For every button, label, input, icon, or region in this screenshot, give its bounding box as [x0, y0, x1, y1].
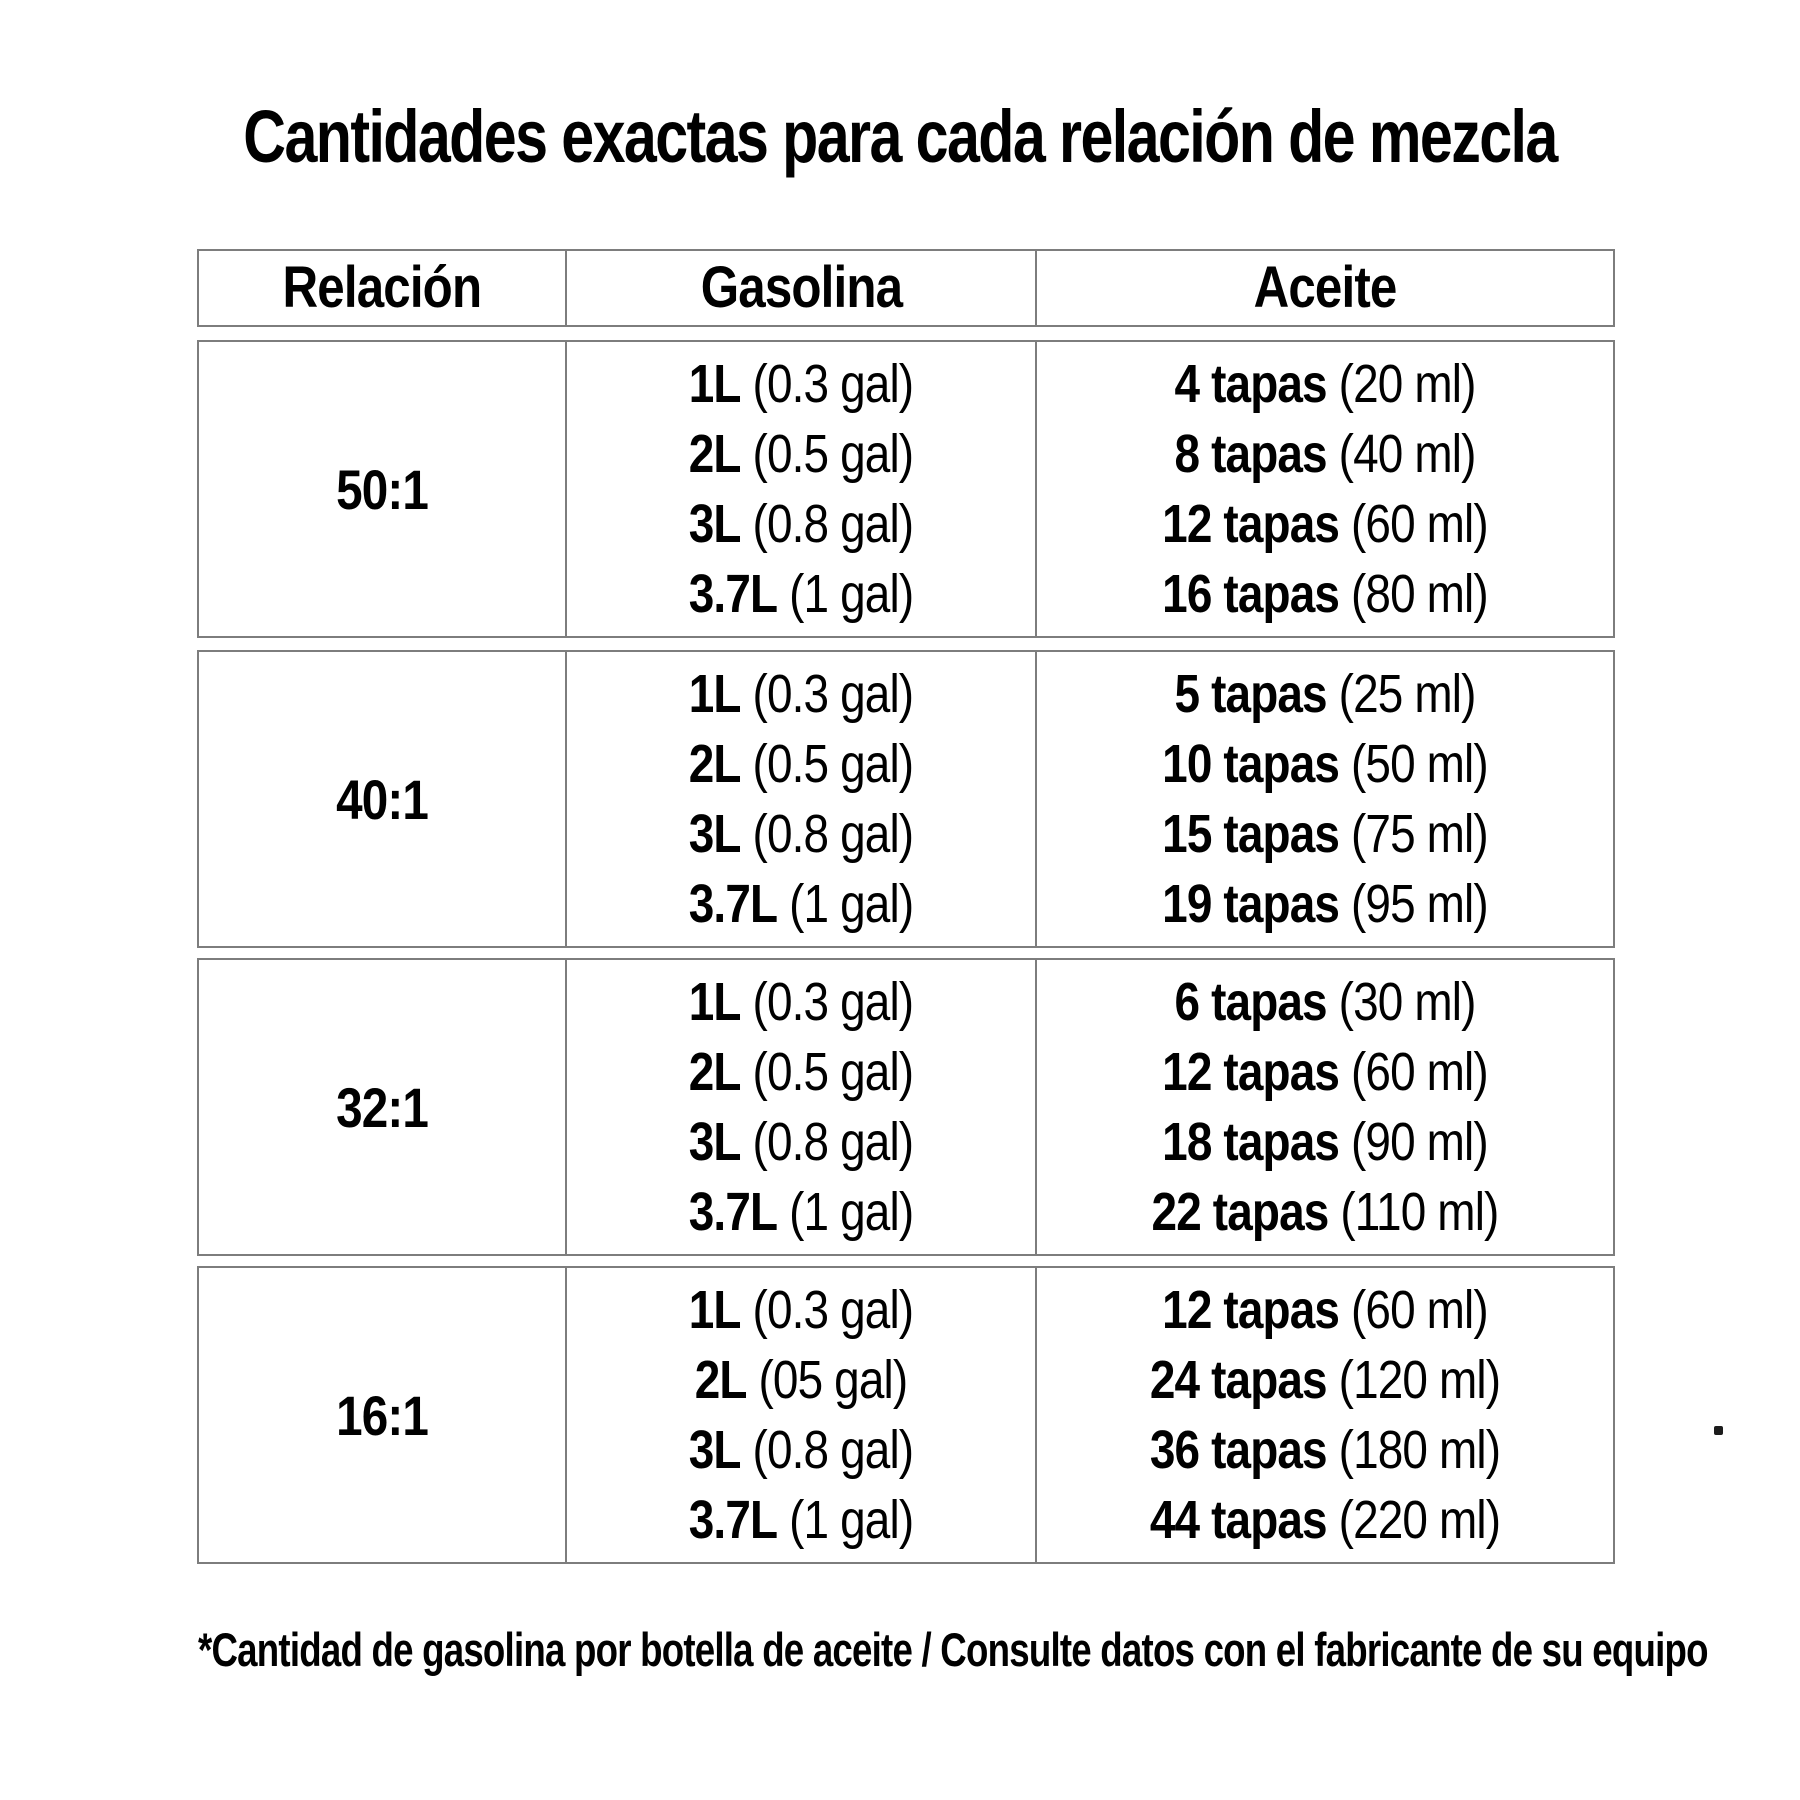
- oil-note: (60 ml): [1350, 494, 1488, 554]
- oil-qty: 12 tapas: [1162, 494, 1340, 554]
- gasoline-note: (1 gal): [789, 1182, 914, 1242]
- oil-cell: [1035, 1268, 1613, 1562]
- header-cell-gasoline: [565, 251, 1035, 325]
- table-row-40-1: [197, 650, 1615, 948]
- oil-note: (30 ml): [1338, 972, 1476, 1032]
- gasoline-line: [602, 349, 1000, 419]
- oil-note: (110 ml): [1340, 1182, 1499, 1242]
- ratio-label: 16:1: [336, 1383, 428, 1447]
- gasoline-note: (05 gal): [758, 1350, 908, 1410]
- ratio-cell: [199, 652, 565, 946]
- footnote: *Cantidad de gasolina por botella de aceite / Consulte datos con el fabricante de su equipo: [198, 1623, 1708, 1676]
- gasoline-qty: 1L: [688, 354, 741, 414]
- gasoline-qty: 3L: [688, 494, 741, 554]
- gasoline-note: (1 gal): [789, 1490, 914, 1550]
- oil-qty: 15 tapas: [1162, 804, 1340, 864]
- oil-qty: 36 tapas: [1149, 1420, 1327, 1480]
- gasoline-line: [602, 419, 1000, 489]
- gasoline-line: [602, 1275, 1000, 1345]
- table-header-row: [197, 249, 1615, 327]
- oil-note: (50 ml): [1350, 734, 1488, 794]
- gasoline-line: [602, 799, 1000, 869]
- oil-line: [1080, 659, 1570, 729]
- oil-qty: 22 tapas: [1151, 1182, 1329, 1242]
- gasoline-line: [602, 1107, 1000, 1177]
- oil-cell: [1035, 652, 1613, 946]
- oil-line: [1080, 869, 1570, 939]
- column-header-oil: Aceite: [1253, 255, 1397, 320]
- oil-qty: 12 tapas: [1162, 1280, 1340, 1340]
- oil-line: [1080, 1485, 1570, 1555]
- gasoline-note: (0.8 gal): [752, 804, 914, 864]
- oil-note: (120 ml): [1338, 1350, 1501, 1410]
- oil-line: [1080, 729, 1570, 799]
- gasoline-qty: 2L: [688, 734, 741, 794]
- oil-line: [1080, 1275, 1570, 1345]
- gasoline-line: [602, 1177, 1000, 1247]
- oil-qty: 24 tapas: [1149, 1350, 1327, 1410]
- oil-line: [1080, 1037, 1570, 1107]
- oil-note: (80 ml): [1350, 564, 1488, 624]
- gasoline-line: [602, 1345, 1000, 1415]
- oil-line: [1080, 1107, 1570, 1177]
- oil-line: [1080, 967, 1570, 1037]
- oil-line: [1080, 1345, 1570, 1415]
- gasoline-line: [602, 1415, 1000, 1485]
- gasoline-qty: 1L: [688, 1280, 741, 1340]
- table-row-50-1: [197, 340, 1615, 638]
- gasoline-qty: 1L: [688, 972, 741, 1032]
- gasoline-note: (0.3 gal): [752, 664, 914, 724]
- table-row-16-1: [197, 1266, 1615, 1564]
- gasoline-line: [602, 559, 1000, 629]
- oil-qty: 8 tapas: [1174, 424, 1327, 484]
- oil-cell: [1035, 960, 1613, 1254]
- gasoline-note: (0.5 gal): [752, 1042, 914, 1102]
- oil-note: (60 ml): [1350, 1280, 1488, 1340]
- oil-qty: 4 tapas: [1174, 354, 1327, 414]
- oil-line: [1080, 419, 1570, 489]
- ratio-label: 40:1: [336, 767, 428, 831]
- oil-note: (40 ml): [1338, 424, 1476, 484]
- gasoline-note: (0.3 gal): [752, 354, 914, 414]
- gasoline-note: (1 gal): [789, 874, 914, 934]
- gasoline-line: [602, 1037, 1000, 1107]
- oil-qty: 6 tapas: [1174, 972, 1327, 1032]
- table-row-32-1: [197, 958, 1615, 1256]
- gasoline-qty: 3L: [688, 804, 741, 864]
- gasoline-cell: [565, 1268, 1035, 1562]
- oil-line: [1080, 349, 1570, 419]
- ratio-label: 50:1: [336, 457, 428, 521]
- oil-line: [1080, 559, 1570, 629]
- gasoline-qty: 3L: [688, 1420, 741, 1480]
- gasoline-line: [602, 967, 1000, 1037]
- gasoline-note: (0.8 gal): [752, 1420, 914, 1480]
- oil-line: [1080, 1177, 1570, 1247]
- gasoline-qty: 2L: [694, 1350, 747, 1410]
- gasoline-note: (0.3 gal): [752, 1280, 914, 1340]
- gasoline-qty: 3.7L: [688, 1182, 778, 1242]
- oil-qty: 44 tapas: [1149, 1490, 1327, 1550]
- oil-note: (25 ml): [1338, 664, 1476, 724]
- gasoline-note: (0.8 gal): [752, 494, 914, 554]
- gasoline-note: (0.5 gal): [752, 424, 914, 484]
- gasoline-note: (1 gal): [789, 564, 914, 624]
- oil-note: (75 ml): [1350, 804, 1488, 864]
- oil-line: [1080, 799, 1570, 869]
- gasoline-cell: [565, 342, 1035, 636]
- gasoline-note: (0.3 gal): [752, 972, 914, 1032]
- gasoline-qty: 3.7L: [688, 564, 778, 624]
- gasoline-qty: 3L: [688, 1112, 741, 1172]
- gasoline-qty: 3.7L: [688, 1490, 778, 1550]
- oil-note: (220 ml): [1338, 1490, 1501, 1550]
- gasoline-line: [602, 659, 1000, 729]
- ratio-cell: [199, 342, 565, 636]
- oil-note: (60 ml): [1350, 1042, 1488, 1102]
- oil-qty: 16 tapas: [1162, 564, 1340, 624]
- oil-note: (20 ml): [1338, 354, 1476, 414]
- gasoline-line: [602, 869, 1000, 939]
- column-header-ratio: Relación: [282, 255, 482, 320]
- oil-line: [1080, 1415, 1570, 1485]
- ratio-cell: [199, 1268, 565, 1562]
- page-title: Cantidades exactas para cada relación de mezcla: [243, 95, 1557, 178]
- oil-qty: 12 tapas: [1162, 1042, 1340, 1102]
- oil-cell: [1035, 342, 1613, 636]
- column-header-gasoline: Gasolina: [700, 255, 902, 320]
- oil-note: (180 ml): [1338, 1420, 1501, 1480]
- gasoline-qty: 2L: [688, 424, 741, 484]
- oil-qty: 19 tapas: [1162, 874, 1340, 934]
- gasoline-line: [602, 1485, 1000, 1555]
- stray-dot-artifact: [1714, 1426, 1723, 1435]
- oil-qty: 10 tapas: [1162, 734, 1340, 794]
- header-cell-ratio: [199, 251, 565, 325]
- ratio-label: 32:1: [336, 1075, 428, 1139]
- gasoline-note: (0.5 gal): [752, 734, 914, 794]
- gasoline-line: [602, 489, 1000, 559]
- gasoline-note: (0.8 gal): [752, 1112, 914, 1172]
- gasoline-qty: 3.7L: [688, 874, 778, 934]
- oil-note: (90 ml): [1350, 1112, 1488, 1172]
- oil-note: (95 ml): [1350, 874, 1488, 934]
- gasoline-line: [602, 729, 1000, 799]
- header-cell-oil: [1035, 251, 1613, 325]
- gasoline-cell: [565, 960, 1035, 1254]
- oil-line: [1080, 489, 1570, 559]
- gasoline-qty: 1L: [688, 664, 741, 724]
- gasoline-qty: 2L: [688, 1042, 741, 1102]
- oil-qty: 5 tapas: [1174, 664, 1327, 724]
- ratio-cell: [199, 960, 565, 1254]
- gasoline-cell: [565, 652, 1035, 946]
- oil-qty: 18 tapas: [1162, 1112, 1340, 1172]
